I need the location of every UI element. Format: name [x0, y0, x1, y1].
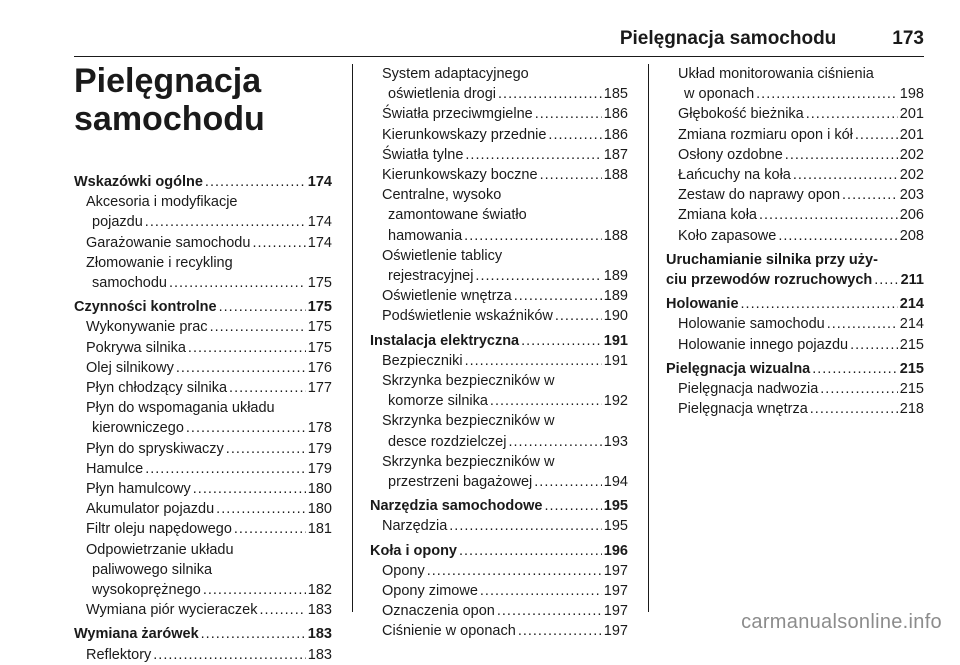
toc-section-entry[interactable]: Holowanie ..... 214: [666, 294, 924, 314]
toc-entry[interactable]: w oponach ..... 198: [666, 84, 924, 104]
toc-entry[interactable]: desce rozdzielczej ..... 193: [370, 432, 628, 452]
page-number: 173: [892, 28, 924, 49]
toc-entry[interactable]: Płyn chłodzący silnika ..... 177: [74, 378, 332, 398]
toc-entry[interactable]: Płyn do spryskiwaczy ..... 179: [74, 439, 332, 459]
toc-entry[interactable]: Osłony ozdobne ..... 202: [666, 145, 924, 165]
toc-entry[interactable]: Światła tylne ..... 187: [370, 145, 628, 165]
toc-entry[interactable]: Zmiana rozmiaru opon i kół ..... 201: [666, 125, 924, 145]
toc-entry[interactable]: komorze silnika ..... 192: [370, 391, 628, 411]
toc-section-line[interactable]: Uruchamianie silnika przy uży-: [666, 251, 878, 268]
toc-entry[interactable]: Hamulce ..... 179: [74, 459, 332, 479]
toc-entry-line[interactable]: Odpowietrzanie układu: [86, 541, 234, 558]
watermark-text: carmanualsonline.info: [741, 611, 942, 633]
toc-column-2: [370, 64, 628, 642]
toc-entry[interactable]: przestrzeni bagażowej ..... 194: [370, 472, 628, 492]
toc-entry[interactable]: Ciśnienie w oponach ..... 197: [370, 621, 628, 641]
column-divider-1: [352, 64, 353, 612]
toc-entry[interactable]: Głębokość bieżnika ..... 201: [666, 104, 924, 124]
toc-entry[interactable]: Wykonywanie prac ..... 175: [74, 317, 332, 337]
toc-section-entry[interactable]: Pielęgnacja wizualna ..... 215: [666, 359, 924, 379]
toc-entry[interactable]: Oświetlenie wnętrza ..... 189: [370, 286, 628, 306]
toc-section-entry[interactable]: Czynności kontrolne ..... 175: [74, 297, 332, 317]
toc-entry[interactable]: Zestaw do naprawy opon ..... 203: [666, 185, 924, 205]
toc-entry-line[interactable]: Układ monitorowania ciśnienia: [678, 66, 874, 82]
toc-entry[interactable]: Pokrywa silnika ..... 175: [74, 338, 332, 358]
toc-section-entry[interactable]: Instalacja elektryczna ..... 191: [370, 331, 628, 351]
toc-column-3: [666, 64, 924, 419]
toc-entry[interactable]: Wymiana piór wycieraczek ..... 183: [74, 600, 332, 620]
toc-entry-line[interactable]: Skrzynka bezpieczników w: [382, 373, 555, 390]
toc-entry-line[interactable]: Złomowanie i recykling: [86, 254, 233, 271]
toc-entry[interactable]: Narzędzia ..... 195: [370, 516, 628, 536]
running-header-title: Pielęgnacja samochodu: [619, 28, 837, 49]
toc-entry[interactable]: Płyn hamulcowy ..... 180: [74, 479, 332, 499]
toc-entry[interactable]: Bezpieczniki ..... 191: [370, 351, 628, 371]
toc-entry[interactable]: samochodu ..... 175: [74, 273, 332, 293]
toc-entry-line[interactable]: Płyn do wspomagania układu: [86, 400, 275, 417]
chapter-title: Pielęgnacja samochodu: [74, 62, 265, 138]
toc-entry[interactable]: Olej silnikowy ..... 176: [74, 358, 332, 378]
column-divider-2: [648, 64, 649, 612]
toc-entry[interactable]: Holowanie samochodu ..... 214: [666, 314, 924, 334]
toc-entry[interactable]: Oznaczenia opon ..... 197: [370, 601, 628, 621]
toc-entry-line[interactable]: Oświetlenie tablicy: [382, 247, 503, 264]
toc-entry[interactable]: Akumulator pojazdu ..... 180: [74, 499, 332, 519]
toc-entry[interactable]: kierowniczego ..... 178: [74, 418, 332, 438]
toc-section-entry[interactable]: Narzędzia samochodowe ..... 195: [370, 496, 628, 516]
toc-entry-line[interactable]: System adaptacyjnego: [382, 66, 529, 82]
toc-entry[interactable]: Zmiana koła ..... 206: [666, 205, 924, 225]
toc-entry[interactable]: Opony ..... 197: [370, 561, 628, 581]
toc-section-entry[interactable]: Wskazówki ogólne ..... 174: [74, 172, 332, 192]
toc-entry[interactable]: Łańcuchy na koła ..... 202: [666, 165, 924, 185]
toc-entry[interactable]: Koło zapasowe ..... 208: [666, 226, 924, 246]
toc-entry[interactable]: Pielęgnacja wnętrza ..... 218: [666, 399, 924, 419]
toc-entry[interactable]: Holowanie innego pojazdu ..... 215: [666, 335, 924, 355]
toc-entry[interactable]: hamowania ..... 188: [370, 226, 628, 246]
toc-column-1: [74, 168, 332, 665]
toc-entry[interactable]: Pielęgnacja nadwozia ..... 215: [666, 379, 924, 399]
toc-entry-line[interactable]: Akcesoria i modyfikacje: [86, 194, 238, 211]
toc-entry[interactable]: Kierunkowskazy boczne ..... 188: [370, 165, 628, 185]
toc-entry[interactable]: Światła przeciwmgielne ..... 186: [370, 104, 628, 124]
toc-entry[interactable]: Garażowanie samochodu ..... 174: [74, 233, 332, 253]
toc-entry[interactable]: Podświetlenie wskaźników ..... 190: [370, 306, 628, 326]
toc-entry-line[interactable]: paliwowego silnika: [92, 561, 213, 578]
toc-entry[interactable]: Reflektory ..... 183: [74, 645, 332, 665]
toc-entry[interactable]: Opony zimowe ..... 197: [370, 581, 628, 601]
toc-section-entry[interactable]: Wymiana żarówek ..... 183: [74, 624, 332, 644]
toc-entry[interactable]: pojazdu ..... 174: [74, 212, 332, 232]
toc-entry[interactable]: Filtr oleju napędowego ..... 181: [74, 519, 332, 539]
header-rule: [74, 56, 924, 57]
toc-entry-line[interactable]: Skrzynka bezpieczników w: [382, 453, 555, 470]
toc-entry[interactable]: oświetlenia drogi ..... 185: [370, 84, 628, 104]
toc-entry-line[interactable]: zamontowane światło: [388, 207, 527, 224]
toc-entry[interactable]: rejestracyjnej ..... 189: [370, 266, 628, 286]
toc-entry-line[interactable]: Skrzynka bezpieczników w: [382, 413, 555, 430]
page-header: [620, 28, 924, 50]
toc-entry-line[interactable]: Centralne, wysoko: [382, 187, 502, 204]
toc-entry[interactable]: wysokoprężnego ..... 182: [74, 580, 332, 600]
toc-entry[interactable]: Kierunkowskazy przednie ..... 186: [370, 125, 628, 145]
toc-section-entry[interactable]: ciu przewodów rozruchowych ..... 211: [666, 270, 924, 290]
toc-section-entry[interactable]: Koła i opony ..... 196: [370, 541, 628, 561]
